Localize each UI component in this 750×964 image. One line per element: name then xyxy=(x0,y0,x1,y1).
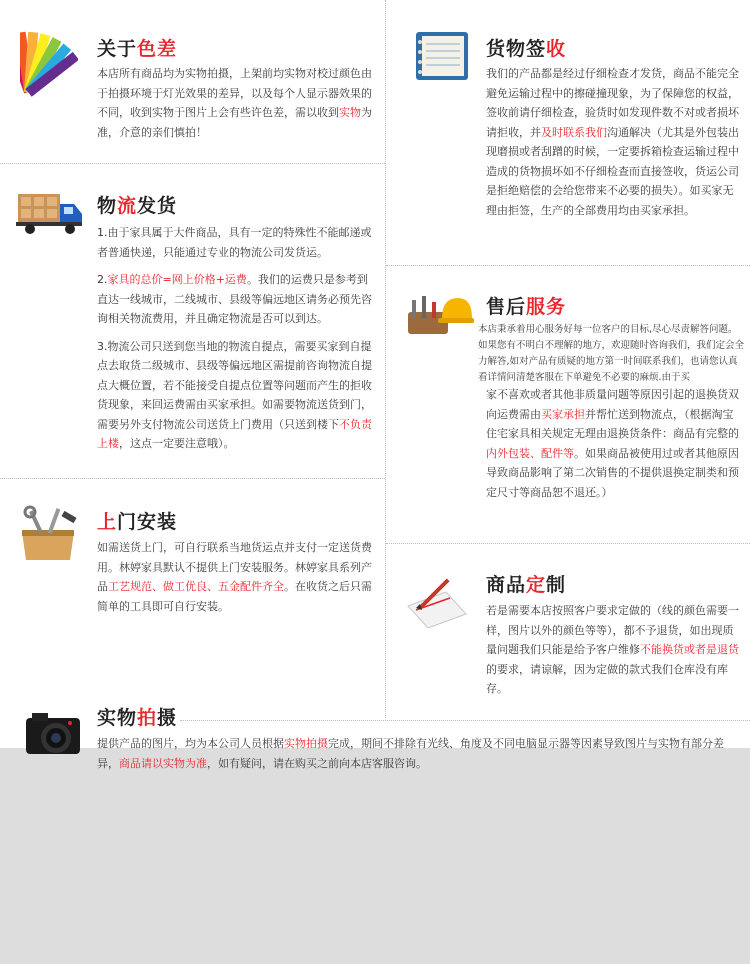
photo-text: 提供产品的图片，均为本公司人员根据实物拍摄完成，期间不排除有光线、角度及不同电脑显示器等因素导致图片与实物有部分差异，商品请以实物为准，如有疑问，请在购买之前向本店客服咨询。 xyxy=(97,737,724,770)
color-swatch-fan-icon xyxy=(20,28,78,102)
tools-hardhat-icon xyxy=(402,288,474,342)
receipt-text: 我们的产品都是经过仔细检查才发货，商品不能完全避免运输过程中的擦碰撞现象，为了保障您的权益，签收前请仔细检查，验货时如发现件数不对或者损坏请拒收，并及时联系我们沟通解决（尤其是外包装出现磨损或者刮蹭的时候，一定要拆箱检查运输过程中造成的货物损坏如不仔细检查而直接签收，货运公司是拒绝赔偿的会给您带来不必要的损失）。如买家无理由拒签，生产的全部费用均由买家承担。 xyxy=(486,67,739,217)
after-sales-small-text: 本店秉承着用心服务好每一位客户的目标,尽心尽责解答问题。如果您有不明白不理解的地方，欢迎随时咨询我们，我们定会全力解答,如对产品有质疑的地方第一时间联系我们，也请您认真看详情问清楚客服在下单避免不必要的麻烦.由于买 xyxy=(478,324,745,383)
custom-title: 商品定制 xyxy=(486,574,567,596)
color-diff-title: 关于色差 xyxy=(97,38,178,60)
divider xyxy=(386,543,750,544)
after-sales-text: 家不喜欢或者其他非质量问题等原因引起的退换货双向运费需由买家承担并帮忙送到物流点，（根据淘宝住宅家具相关规定无理由退换货条件：商品有完整的内外包装、配件等。如果商品被使用过或者其他原因导致商品影响了第二次销售的不提供退换定制类和预定尺寸等商品恕不退还。） xyxy=(486,388,739,499)
install-title: 上门安装 xyxy=(97,511,178,533)
camera-icon xyxy=(22,708,84,766)
install-text: 如需送货上门，可自行联系当地货运点并支付一定送货费用。林婷家具默认不提供上门安装服务。林婷家具系列产品工艺规范、做工优良、五金配件齐全。在收货之后只需简单的工具即可自行安装。 xyxy=(97,541,372,613)
divider xyxy=(386,265,750,266)
receipt-title: 货物签收 xyxy=(486,38,567,60)
photo-title: 实物拍摄 xyxy=(97,707,178,729)
drawing-pencil-icon xyxy=(402,570,470,632)
divider xyxy=(0,478,385,479)
notebook-icon xyxy=(412,30,472,86)
toolbox-icon xyxy=(12,504,84,568)
delivery-truck-icon xyxy=(16,190,84,240)
column-divider xyxy=(385,0,386,718)
divider xyxy=(180,720,750,721)
logistics-text: 1.由于家具属于大件商品，具有一定的特殊性不能邮递或者普通快递，只能通过专业的物流公司发货运。 2.家具的总价=网上价格+运费。我们的运费只是参考到直达一线城市，二线城市、县级等偏远地区请务必预先咨询相关物流费用，并且确定物流是否可以到达。 3.物流公司只送到您当地的物流自提点，需要买家到自提点去取货二级城市、县级等偏远地区需提前咨询物流自提点大概位置，若不能接受自提点位置等问题而产生的拒收货现象，来回运费需由买家承担。如需要物流送货到门，需要另外支付物流公司送货上门费用（只送到楼下不负责上楼，这点一定要注意哦）。 xyxy=(97,226,372,450)
color-diff-text: 本店所有商品均为实物拍摄，上架前均实物对校过颜色由于拍摄环境于灯光效果的差异，以及每个人显示器效果的不同，收到实物于图片上会有些许色差，需以收到实物为准，介意的亲们慎拍！ xyxy=(97,67,372,139)
logistics-title: 物流发货 xyxy=(97,195,178,217)
after-sales-title: 售后服务 xyxy=(486,296,567,318)
custom-text: 若是需要本店按照客户要求定做的（线的颜色需要一样，图片以外的颜色等等），都不予退货，如出现质量问题我们只能是给予客户维修不能换货或者是退货的要求，请谅解，因为定做的款式我们仓库没有库存。 xyxy=(486,604,739,695)
divider xyxy=(0,163,385,164)
